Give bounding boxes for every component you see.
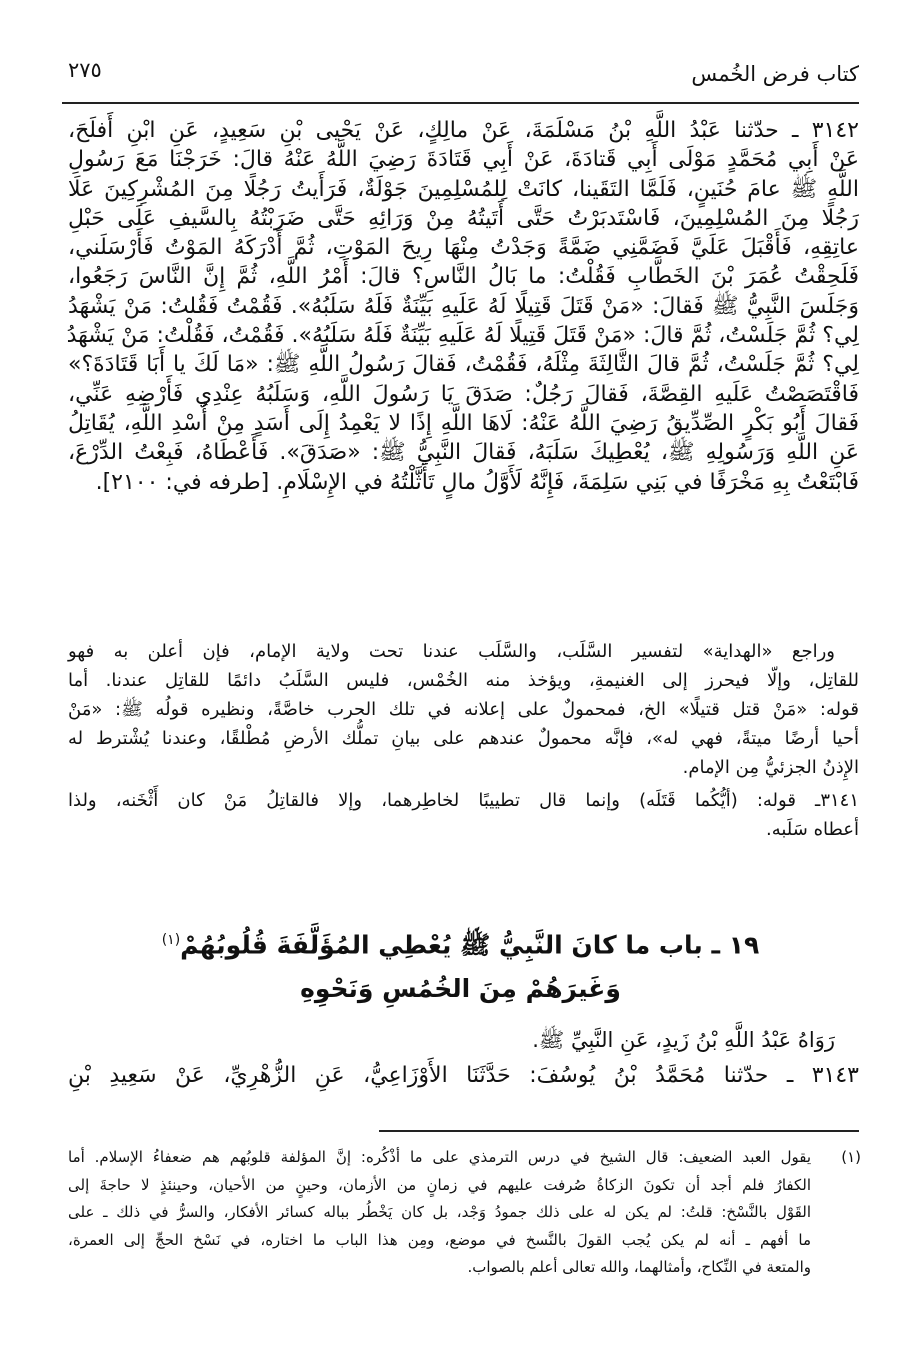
text-line: لِي؟ ثُمَّ جَلَسْتُ، ثُمَّ قالَ: «مَنْ قَتَلَ قَتِيلًا لَهُ عَلَيهِ بَيِّنَةٌ فَلَهُ سَلَبُهُ». فَقُمْتُ، فَقُلْتُ: مَنْ يَشْهَدُ xyxy=(66,323,859,349)
text-line: رَجُلًا مِنَ المُسْلِمِينَ، فَاسْتَدبَرْتُ حَتَّى أَتَيتُهُ مِنْ وَرَائِهِ حَتَّى ضَرَبْتُهُ بِالسَّيفِ عَلَى حَبْلِ xyxy=(68,205,859,231)
page-number: ٢٧٥ xyxy=(68,58,102,82)
text-line: عَنْ أَبِي مُحَمَّدٍ مَوْلَى أَبِي قَتادَةَ، عَنْ أَبِي قَتَادَةَ رَضِيَ اللَّهُ عَنْهُ قالَ: خَرَجْنَا مَعَ رَسُولِ xyxy=(68,147,859,173)
text-line: فَابْتَعْتُ بِهِ مَخْرَفًا في بَنِي سَلِمَةَ، فَإِنَّهُ لَأَوَّلُ مالٍ تَأَثَّلْتُهُ في الإِسْلَامِ. [طرفه في: ٢١٠٠]. xyxy=(95,469,859,495)
text-line: ٣١٤٢ ـ حدّثنا عَبْدُ اللَّهِ بْنُ مَسْلَمَةَ، عَنْ مالِكٍ، عَنْ يَحْيى بْنِ سَعِيدٍ، عَنِ ابْنِ أَفلَحَ، xyxy=(68,118,859,143)
chapter-heading-line1: ١٩ ـ باب ما كانَ النَّبِيُّ ﷺ يُعْطِي المُؤَلَّفَةَ قُلُوبُهُمْ xyxy=(180,930,760,960)
commentary-3141 xyxy=(68,786,859,844)
text-line: فَلَحِقْتُ عُمَرَ بْنَ الخَطَّابِ فَقُلْتُ: ما بَالُ النَّاسِ؟ قالَ: أَمْرُ اللَّهِ، ثُمَّ إِنَّ النَّاسَ رَجَعُوا، xyxy=(68,264,859,290)
footnote xyxy=(68,1144,859,1282)
text-line: عَنِ اللَّهِ وَرَسُولِهِ ﷺ، يُعْطِيكَ سَلَبَهُ، فَقالَ النَّبِيُّ ﷺ: «صَدَقَ». فَأَعْطَاهُ، فَبِعْتُ الدِّرْعَ، xyxy=(68,440,859,466)
text-line: للقاتِل، وإلّا فيحرز إلى الغنيمةِ، ويؤخذ منه الخُمْس، فليس السَّلَبُ دائمًا للقاتِل عندنا. أما xyxy=(68,670,859,691)
hadith-3143 xyxy=(68,1060,859,1092)
text-line: القَوْل بالنَّسْخ: قلتُ: لم يكن له على ذلك جمودُ وَجْد، بل كان يَخْطُر بباله كسائر الأفكار، والسرُّ في ذلك ـ على xyxy=(68,1203,811,1221)
footnote-marker: (١) xyxy=(841,1148,861,1166)
hadith-3142 xyxy=(68,116,859,497)
text-line: فَقالَ أَبُو بَكْرٍ الصِّدِّيقُ رَضِيَ اللَّهُ عَنْهُ: لَاهَا اللَّهِ إِذًا لا يَعْمِدُ إِلَى أَسَدٍ مِنْ أُسْدِ اللَّهِ، يُقَاتِلُ xyxy=(68,410,859,436)
text-line: ما أفهم ـ أنه لم يكن يُجب القولَ بالنَّسخ في موضع، ومِن هذا الباب ما اختاره، في نَسْخ الحجِّ إلى العمرة، xyxy=(68,1230,811,1249)
text-line: اللَّهِ ﷺ عامَ حُنَينٍ، فَلَمَّا التَقَينا، كانَتْ لِلمُسْلِمِينَ جَوْلَةٌ، فَرَأَيتُ رَجُلًا مِنَ المُشْرِكِينَ عَلَا xyxy=(68,176,859,202)
running-header-title: كتاب فرض الخُمس xyxy=(691,62,859,86)
text-line: فَاقْتَصَصْتُ عَلَيهِ القِصَّةَ، فَقالَ رَجُلٌ: صَدَقَ يَا رَسُولَ اللَّهِ، وَسَلَبُهُ عِنْدِي فَأَرْضِهِ عَنِّي، xyxy=(68,381,859,407)
text-line: ٣١٤١ـ قوله: (أيُّكُما قَتَلَه) وإنما قال تطييبًا لخاطِرهما، وإلا فالقاتِلُ مَنْ كان أَثْخَنه، ولذا xyxy=(68,790,859,811)
text-line: لِي؟ ثُمَّ جَلَسْتُ، ثُمَّ قالَ الثَّالِثَةَ مِثْلَهُ، فَقُمْتُ، فَقالَ رَسُولُ اللَّهِ ﷺ: «مَا لَكَ يا أَبَا قَتَادَةَ؟» xyxy=(68,352,859,378)
footnote-ref[interactable]: (١) xyxy=(161,932,181,948)
footnote-divider xyxy=(379,1130,859,1132)
text-line: ٣١٤٣ ـ حدّثنا مُحَمَّدُ بْنُ يُوسُفَ: حَدَّثَنَا الأَوْزَاعِيُّ، عَنِ الزُّهْرِيِّ، عَنْ سَعِيدِ بْنِ xyxy=(68,1063,859,1088)
text-line: والمتعة في النِّكاح، وأمثالهما، والله تعالى أعلم بالصواب. xyxy=(467,1258,811,1276)
text-line: عاتِقِهِ، فَأَقْبَلَ عَلَيَّ فَضَمَّنِي ضَمَّةً وَجَدْتُ مِنْهَا رِيحَ المَوْتِ، ثُمَّ أَدْرَكَهُ المَوْتُ فَأَرْسَلَني، xyxy=(68,235,859,261)
chapter-heading xyxy=(62,918,859,1011)
riwaya-line: رَوَاهُ عَبْدُ اللَّهِ بْنُ زَيدٍ، عَنِ النَّبِيِّ ﷺ. xyxy=(532,1028,835,1052)
text-line: الإِذنُ الجزئيُّ مِن الإمام. xyxy=(682,757,859,778)
text-line: أحيا أرضًا ميتةً، فهي له»، فإنَّه محمولٌ عندهم على بيانِ تملُّك الأرضِ مُطْلقًا، وعندنا يُشْترط له xyxy=(68,728,859,749)
text-line: يقول العبد الضعيف: قال الشيخ في درس الترمذي على ما أذْكُره: إنَّ المؤلفة قلوبُهم هم ضعفاءُ الإسلام. أما xyxy=(68,1148,811,1166)
text-line: قوله: «مَنْ قتل قتيلًا» الخ، فمحمولٌ على إعلانه في تلك الحرب خاصَّةً، ونظيره قولُه ﷺ: «مَنْ xyxy=(68,699,859,720)
header-divider xyxy=(62,102,859,104)
commentary xyxy=(68,637,859,782)
text-line: أعطاه سَلَبه. xyxy=(766,819,859,840)
text-line: وراجع «الهداية» لتفسير السَّلَب، والسَّلَب عندنا تحت ولاية الإمام، فإن أعلن به فهو xyxy=(68,641,835,662)
text-line: وَجَلَسَ النَّبِيُّ ﷺ فَقالَ: «مَنْ قَتَلَ قَتِيلًا لَهُ عَلَيهِ بَيِّنَةٌ فَلَهُ سَلَبُهُ». فَقُمْتُ فَقُلتُ: مَنْ يَشْهَدُ xyxy=(68,293,859,319)
chapter-heading-line2: وَغَيرَهُمْ مِنَ الخُمُسِ وَنَحْوِهِ xyxy=(300,974,621,1004)
text-line: الكفارُ فلم أجد أن تكونَ الزكاةُ صُرفت عليهم في زمانٍ من الأزمان، وحينٍ من الأحيان، وحينئذٍ لا حاجةَ إلى xyxy=(68,1175,811,1194)
